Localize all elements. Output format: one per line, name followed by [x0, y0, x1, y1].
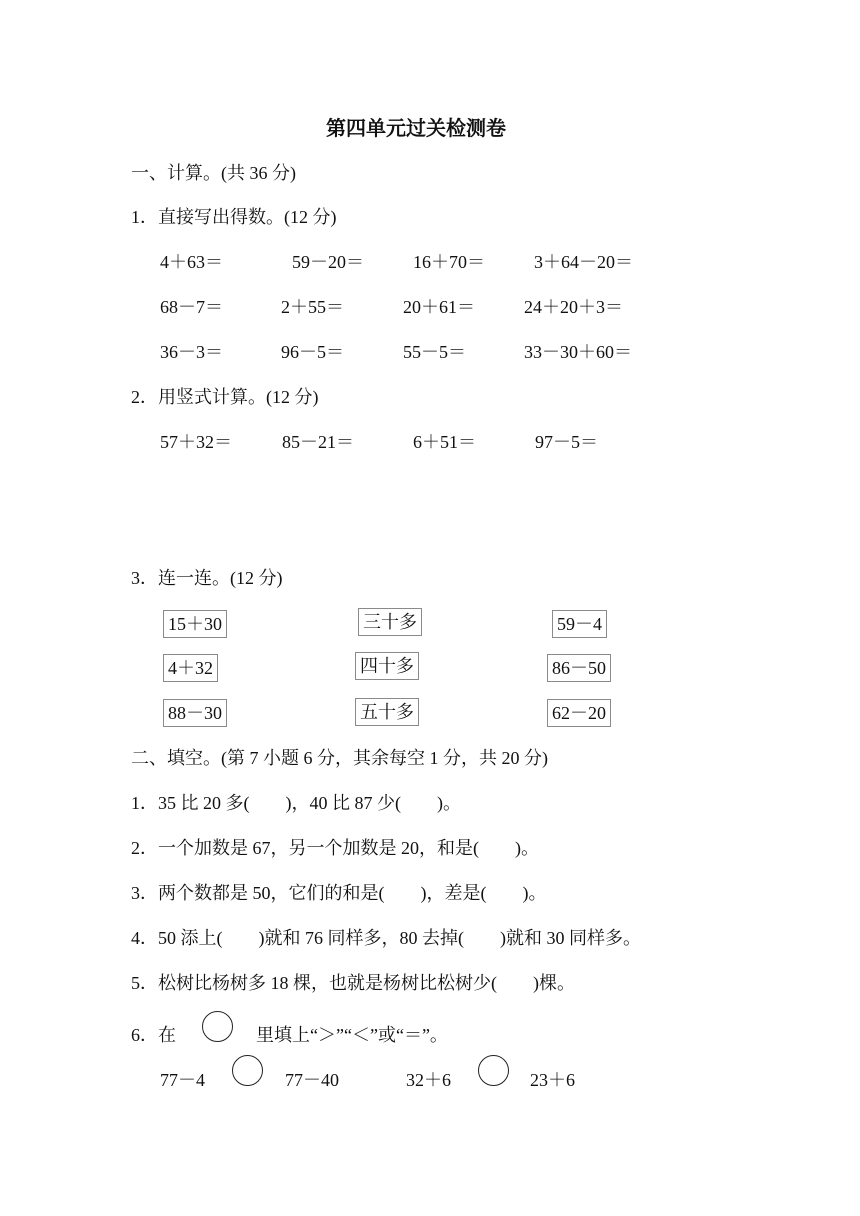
equation: 2＋55＝	[281, 297, 344, 317]
equation: 59－20＝	[292, 252, 364, 272]
equation: 4＋63＝	[160, 252, 223, 272]
match-box[interactable]: 四十多	[355, 652, 419, 680]
answer-circle[interactable]	[202, 1011, 233, 1042]
equation: 55－5＝	[403, 342, 466, 362]
question-label: 3．连一连。(12 分)	[131, 568, 283, 588]
match-box[interactable]: 59－4	[552, 610, 607, 638]
fill-blank-question: 2．一个加数是 67，另一个加数是 20，和是( )。	[131, 838, 539, 858]
equation: 85－21＝	[282, 432, 354, 452]
match-box[interactable]: 88－30	[163, 699, 227, 727]
match-box[interactable]: 86－50	[547, 654, 611, 682]
question-instruction: 里填上“＞”“＜”或“＝”。	[256, 1025, 448, 1045]
page-title: 第四单元过关检测卷	[326, 116, 506, 140]
question-label: 1．直接写出得数。(12 分)	[131, 207, 337, 227]
answer-circle[interactable]	[478, 1055, 509, 1086]
section-heading: 一、计算。(共 36 分)	[131, 163, 296, 183]
equation: 68－7＝	[160, 297, 223, 317]
match-box[interactable]: 五十多	[355, 698, 419, 726]
question-label: 2．用竖式计算。(12 分)	[131, 387, 319, 407]
equation: 33－30＋60＝	[524, 342, 632, 362]
match-box[interactable]: 62－20	[547, 699, 611, 727]
equation: 20＋61＝	[403, 297, 475, 317]
match-box[interactable]: 15＋30	[163, 610, 227, 638]
fill-blank-question: 1．35 比 20 多( )，40 比 87 少( )。	[131, 793, 461, 813]
equation: 3＋64－20＝	[534, 252, 633, 272]
equation: 16＋70＝	[413, 252, 485, 272]
equation: 57＋32＝	[160, 432, 232, 452]
compare-right: 23＋6	[530, 1070, 575, 1090]
equation: 96－5＝	[281, 342, 344, 362]
compare-left: 77－4	[160, 1070, 205, 1090]
compare-right: 77－40	[285, 1070, 339, 1090]
section-heading: 二、填空。(第 7 小题 6 分，其余每空 1 分，共 20 分)	[131, 748, 548, 768]
fill-blank-question: 4．50 添上( )就和 76 同样多，80 去掉( )就和 30 同样多。	[131, 928, 641, 948]
match-box[interactable]: 三十多	[358, 608, 422, 636]
fill-blank-question: 3．两个数都是 50，它们的和是( )，差是( )。	[131, 883, 547, 903]
compare-left: 32＋6	[406, 1070, 451, 1090]
equation: 97－5＝	[535, 432, 598, 452]
answer-circle[interactable]	[232, 1055, 263, 1086]
fill-blank-question: 5．松树比杨树多 18 棵，也就是杨树比松树少( )棵。	[131, 973, 575, 993]
equation: 6＋51＝	[413, 432, 476, 452]
match-box[interactable]: 4＋32	[163, 654, 218, 682]
equation: 36－3＝	[160, 342, 223, 362]
equation: 24＋20＋3＝	[524, 297, 623, 317]
question-label: 6．在	[131, 1025, 176, 1045]
